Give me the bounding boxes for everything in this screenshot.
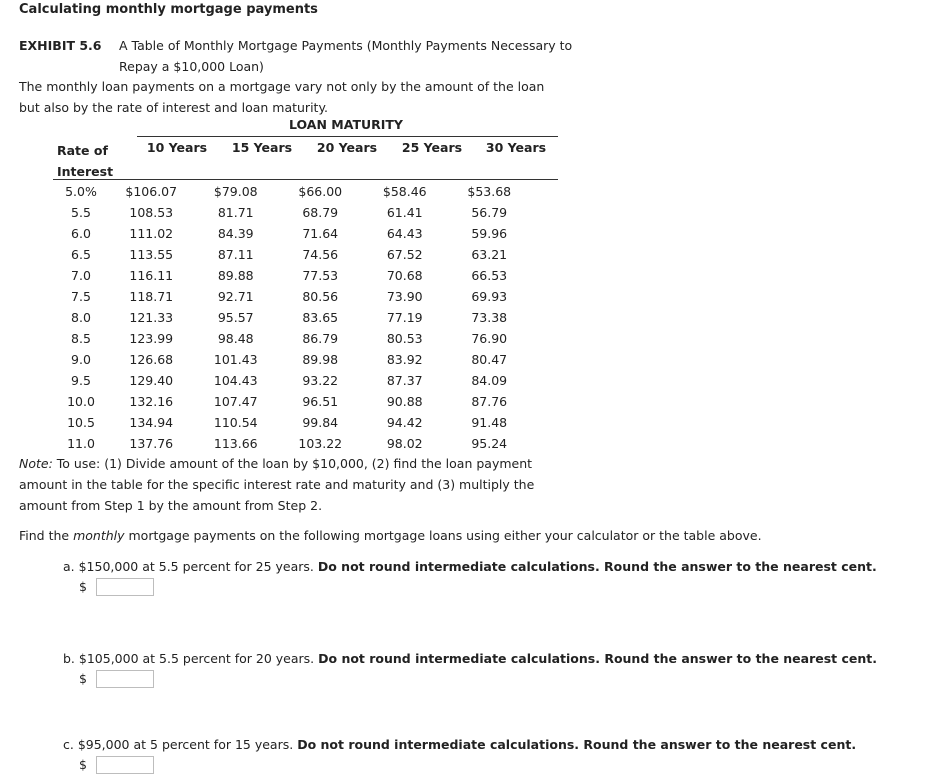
- table-body: [53, 181, 532, 454]
- payment-cell: $66.00: [298, 184, 343, 199]
- question-c-instruction: Do not round intermediate calculations. Round the answer to the nearest cent.: [297, 737, 857, 752]
- payment-cell: 123.99: [129, 331, 174, 346]
- payment-cell: 84.09: [471, 373, 508, 388]
- question-b: [63, 649, 877, 691]
- instruction-text: [19, 528, 762, 543]
- payment-cell: 91.48: [471, 415, 508, 430]
- payment-cell: 84.39: [217, 226, 254, 241]
- column-header-25-years: 25 Years: [401, 140, 463, 155]
- payment-cell: 87.37: [386, 373, 423, 388]
- payment-cell: 71.64: [302, 226, 339, 241]
- table-row: [53, 265, 532, 286]
- rate-cell: 7.5: [71, 289, 91, 304]
- rate-cell: 7.0: [71, 268, 91, 283]
- payment-cell: $53.68: [467, 184, 512, 199]
- exhibit-caption-line1: A Table of Monthly Mortgage Payments (Monthly Payments Necessary to: [119, 38, 573, 53]
- rate-cell: 8.5: [71, 331, 91, 346]
- rate-cell: 6.5: [71, 247, 91, 262]
- table-row: [53, 223, 532, 244]
- payment-cell: 70.68: [386, 268, 423, 283]
- rate-cell: 9.0: [71, 352, 91, 367]
- payment-cell: 80.56: [302, 289, 339, 304]
- payment-cell: 94.42: [386, 415, 423, 430]
- table-row: [53, 202, 532, 223]
- page-title: Calculating monthly mortgage payments: [19, 2, 318, 17]
- payment-cell: 89.98: [302, 352, 339, 367]
- payment-cell: 80.53: [386, 331, 423, 346]
- payment-cell: 81.71: [217, 205, 254, 220]
- header-rule-top: [137, 136, 558, 137]
- payment-cell: 103.22: [298, 436, 343, 451]
- column-header-30-years: 30 Years: [485, 140, 547, 155]
- table-row: [53, 349, 532, 370]
- question-c-answer-row: [63, 755, 856, 777]
- exhibit-label: EXHIBIT 5.6: [19, 38, 102, 53]
- table-row: [53, 370, 532, 391]
- payment-cell: 93.22: [302, 373, 339, 388]
- question-a-text: [63, 557, 877, 577]
- payment-cell: 132.16: [129, 394, 174, 409]
- payment-cell: 113.55: [129, 247, 174, 262]
- payment-cell: 89.88: [217, 268, 254, 283]
- rate-of-interest-header: [57, 140, 113, 182]
- exhibit-caption: [119, 35, 579, 77]
- header-rule-bottom: [53, 179, 558, 180]
- payment-cell: 95.24: [471, 436, 508, 451]
- payment-cell: 73.38: [471, 310, 508, 325]
- payment-cell: 104.43: [213, 373, 258, 388]
- payment-cell: 56.79: [471, 205, 508, 220]
- answer-input-c[interactable]: [96, 756, 154, 774]
- payment-cell: 66.53: [471, 268, 508, 283]
- rate-header-line2: Interest: [57, 164, 114, 179]
- payment-cell: 108.53: [129, 205, 174, 220]
- payment-cell: 76.90: [471, 331, 508, 346]
- rate-cell: 6.0: [71, 226, 91, 241]
- payment-cell: 74.56: [302, 247, 339, 262]
- payment-cell: 61.41: [386, 205, 423, 220]
- rate-cell: 10.5: [67, 415, 95, 430]
- payment-cell: 73.90: [386, 289, 423, 304]
- column-header-15-years: 15 Years: [231, 140, 293, 155]
- payment-cell: 83.92: [386, 352, 423, 367]
- question-a-answer-row: [63, 577, 877, 599]
- payment-cell: 111.02: [129, 226, 174, 241]
- payment-cell: 95.57: [217, 310, 254, 325]
- table-row: [53, 181, 532, 202]
- rate-header-line1: Rate of: [57, 143, 108, 158]
- payment-cell: 137.76: [129, 436, 174, 451]
- intro-paragraph: The monthly loan payments on a mortgage vary not only by the amount of the loan but also by the rate of interest and loan maturity.: [19, 79, 545, 115]
- payment-cell: 98.48: [217, 331, 254, 346]
- dollar-sign: $: [79, 671, 87, 686]
- payment-cell: 63.21: [471, 247, 508, 262]
- payment-cell: 86.79: [302, 331, 339, 346]
- payment-cell: 90.88: [386, 394, 423, 409]
- payment-cell: 77.53: [302, 268, 339, 283]
- instruction-after: mortgage payments on the following mortgage loans using either your calculator or the table above.: [124, 528, 762, 543]
- instruction-emphasis: monthly: [73, 528, 125, 543]
- payment-cell: 59.96: [471, 226, 508, 241]
- payment-cell: 126.68: [129, 352, 174, 367]
- column-header-10-years: 10 Years: [146, 140, 208, 155]
- payment-cell: 134.94: [129, 415, 174, 430]
- table-note: [19, 453, 579, 516]
- note-text: To use: (1) Divide amount of the loan by $10,000, (2) find the loan payment amount in the table for the specific interest rate and maturity and (3) multiply the amount from Step 1 by the amount from Step 2.: [19, 456, 535, 513]
- question-c: [63, 735, 856, 777]
- note-label: Note:: [19, 456, 53, 471]
- rate-cell: 8.0: [71, 310, 91, 325]
- question-a-prompt: a. $150,000 at 5.5 percent for 25 years.: [63, 559, 318, 574]
- question-b-text: [63, 649, 877, 669]
- table-row: [53, 412, 532, 433]
- payment-cell: 83.65: [302, 310, 339, 325]
- question-b-instruction: Do not round intermediate calculations. Round the answer to the nearest cent.: [318, 651, 878, 666]
- question-c-text: [63, 735, 856, 755]
- rate-cell: 5.0%: [65, 184, 97, 199]
- column-header-20-years: 20 Years: [316, 140, 378, 155]
- payment-cell: 87.11: [217, 247, 254, 262]
- payment-cell: 64.43: [386, 226, 423, 241]
- payment-cell: 98.02: [386, 436, 423, 451]
- question-b-prompt: b. $105,000 at 5.5 percent for 20 years.: [63, 651, 319, 666]
- table-row: [53, 286, 532, 307]
- table-row: [53, 244, 532, 265]
- rate-cell: 5.5: [71, 205, 91, 220]
- loan-maturity-header: LOAN MATURITY: [289, 117, 403, 132]
- mortgage-payment-table: [53, 181, 532, 454]
- payment-cell: 96.51: [302, 394, 339, 409]
- question-c-prompt: c. $95,000 at 5 percent for 15 years.: [63, 737, 298, 752]
- rate-cell: 10.0: [67, 394, 95, 409]
- exhibit-caption-line2: Repay a $10,000 Loan): [119, 59, 264, 74]
- table-row: [53, 328, 532, 349]
- dollar-sign: $: [79, 757, 87, 772]
- payment-cell: 118.71: [129, 289, 174, 304]
- table-row: [53, 391, 532, 412]
- payment-cell: 69.93: [471, 289, 508, 304]
- answer-input-a[interactable]: [96, 578, 154, 596]
- payment-cell: 101.43: [213, 352, 258, 367]
- question-a-instruction: Do not round intermediate calculations. Round the answer to the nearest cent.: [317, 559, 877, 574]
- payment-cell: 121.33: [129, 310, 174, 325]
- payment-cell: 113.66: [213, 436, 258, 451]
- payment-cell: 67.52: [386, 247, 423, 262]
- payment-cell: 129.40: [129, 373, 174, 388]
- payment-cell: 77.19: [386, 310, 423, 325]
- question-a: [63, 557, 877, 599]
- payment-cell: 110.54: [213, 415, 258, 430]
- payment-cell: 92.71: [217, 289, 254, 304]
- table-row: [53, 433, 532, 454]
- rate-cell: 11.0: [67, 436, 95, 451]
- payment-cell: 68.79: [302, 205, 339, 220]
- payment-cell: 107.47: [213, 394, 258, 409]
- payment-cell: $79.08: [213, 184, 258, 199]
- question-b-answer-row: [63, 669, 877, 691]
- payment-cell: $58.46: [382, 184, 427, 199]
- rate-cell: 9.5: [71, 373, 91, 388]
- table-row: [53, 307, 532, 328]
- payment-cell: 80.47: [471, 352, 508, 367]
- payment-cell: 99.84: [302, 415, 339, 430]
- payment-cell: 116.11: [129, 268, 174, 283]
- answer-input-b[interactable]: [96, 670, 154, 688]
- payment-cell: 87.76: [471, 394, 508, 409]
- payment-cell: $106.07: [125, 184, 178, 199]
- instruction-before: Find the: [19, 528, 74, 543]
- dollar-sign: $: [79, 579, 87, 594]
